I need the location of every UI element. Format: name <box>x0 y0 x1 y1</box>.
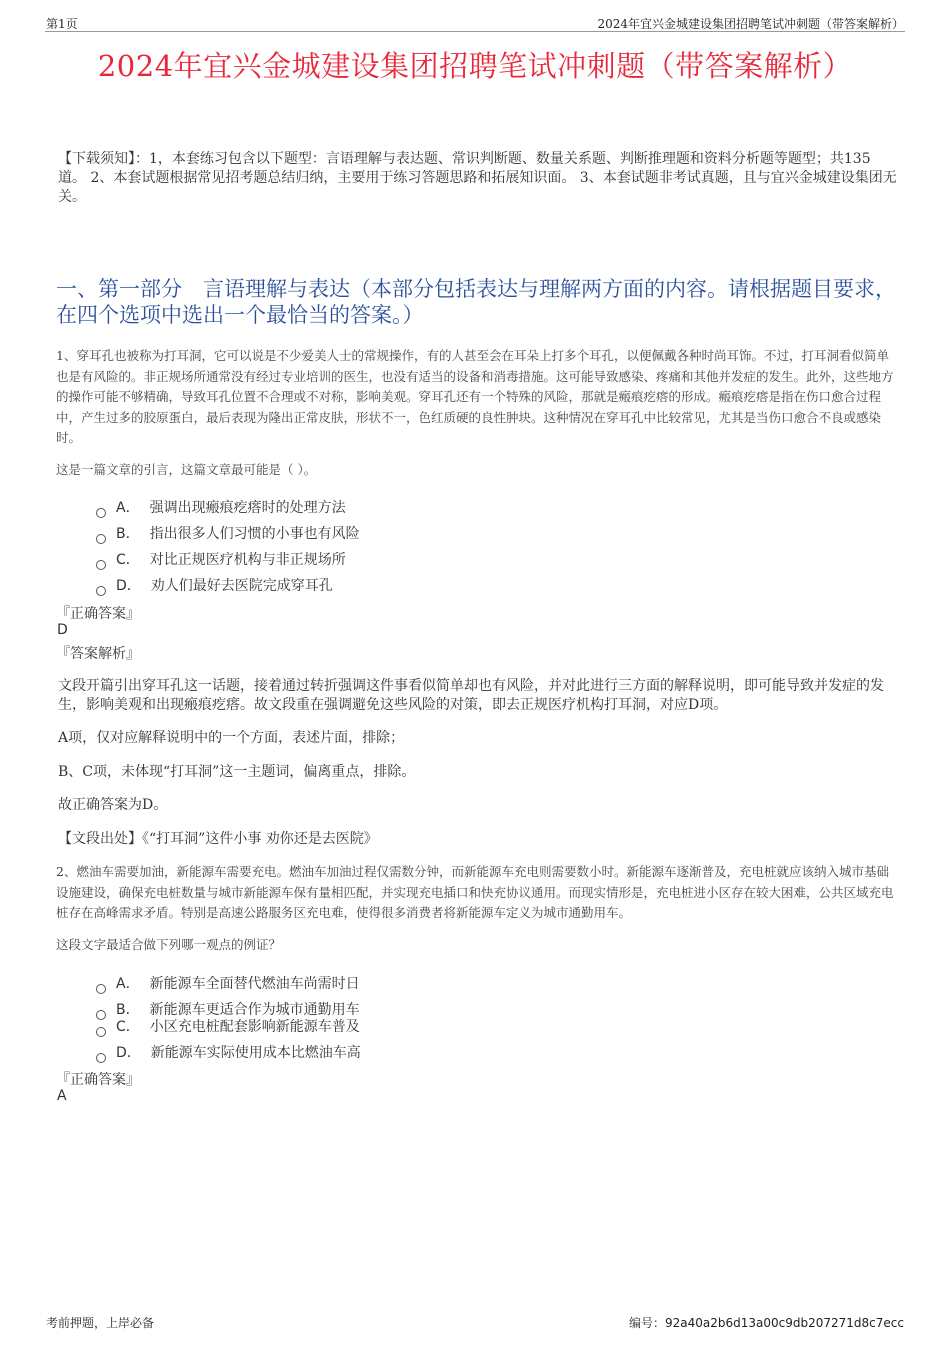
question-1-option-b[interactable]: B． 指出很多人们习惯的小事也有风险 <box>96 523 360 543</box>
footer-slogan: 考前押题，上岸必备 <box>46 1316 155 1330</box>
footer-code-value: 92a40a2b6d13a00c9db207271d8c7ecc <box>665 1316 904 1330</box>
question-2-prompt: 这段文字最适合做下列哪一观点的例证？ <box>56 937 282 952</box>
question-1-option-c[interactable]: C． 对比正规医疗机构与非正规场所 <box>96 549 346 569</box>
radio-icon[interactable] <box>96 1027 106 1037</box>
radio-icon[interactable] <box>96 508 106 518</box>
question-1-analysis-label: 『答案解析』 <box>56 646 140 662</box>
document-title: 2024年宜兴金城建设集团招聘笔试冲刺题（带答案解析） <box>97 49 853 83</box>
question-2-option-c[interactable]: C． 小区充电桩配套影响新能源车普及 <box>96 1016 360 1036</box>
question-2-option-d[interactable]: D． 新能源车实际使用成本比燃油车高 <box>96 1042 361 1062</box>
question-1-analysis-a: A项，仅对应解释说明中的一个方面，表述片面，排除； <box>58 730 405 746</box>
section-heading: 一、第一部分 言语理解与表达（本部分包括表达与理解两方面的内容。请根据题目要求，在四个选项中选出一个最恰当的答案。） <box>56 277 896 327</box>
question-1-source: 【文段出处】《“打耳洞”这件小事 劝你还是去医院》 <box>58 831 378 847</box>
download-notice: 【下载须知】：1，本套练习包含以下题型：言语理解与表达题、常识判断题、数量关系题、判断推理题和资料分析题等题型；共135道。 2、本套试题根据常见招考题总结归纳，主要用于练习答题思路和拓展知识面。 3、本套试题非考试真题，且与宜兴金城建设集团无关。 <box>58 151 897 205</box>
radio-icon[interactable] <box>96 984 106 994</box>
page-number: 第1页 <box>46 17 78 31</box>
radio-icon[interactable] <box>96 534 106 544</box>
radio-icon[interactable] <box>96 1053 106 1063</box>
footer-code-label: 编号： <box>629 1316 666 1330</box>
header-divider <box>45 31 905 32</box>
question-1-analysis-main: 文段开篇引出穿耳孔这一话题，接着通过转折强调这件事看似简单却也有风险，并对此进行三方面的解释说明，即可能导致并发症的发生，影响美观和出现瘢痕疙瘩。故文段重在强调避免这些风险的对策，即去正规医疗机构打耳洞，对应D项。 <box>58 678 884 713</box>
question-2-passage: 2、燃油车需要加油，新能源车需要充电。燃油车加油过程仅需数分钟，而新能源车充电则需要数小时。新能源车逐渐普及，充电桩就应该纳入城市基础设施建设，确保充电桩数量与城市新能源车保有量相匹配，并实现充电插口和快充协议通用。而现实情形是，充电桩进小区存在较大困难，公共区域充电桩存在高峰需求矛盾。特别是高速公路服务区充电难，使得很多消费者将新能源车定义为城市通勤用车。 <box>56 864 894 920</box>
radio-icon[interactable] <box>96 560 106 570</box>
question-1-option-d[interactable]: D． 劝人们最好去医院完成穿耳孔 <box>96 575 333 595</box>
question-2-option-a[interactable]: A． 新能源车全面替代燃油车尚需时日 <box>96 973 360 993</box>
question-1-analysis-bc: B、C项，未体现“打耳洞”这一主题词，偏离重点，排除。 <box>58 764 416 780</box>
running-header-title: 2024年宜兴金城建设集团招聘笔试冲刺题（带答案解析） <box>597 17 904 31</box>
question-1-analysis-conclusion: 故正确答案为D。 <box>58 797 168 813</box>
footer-code <box>629 1314 904 1331</box>
radio-icon[interactable] <box>96 586 106 596</box>
question-2-option-b[interactable]: B． 新能源车更适合作为城市通勤用车 <box>96 999 360 1019</box>
question-1-prompt: 这是一篇文章的引言，这篇文章最可能是（ ）。 <box>56 462 317 477</box>
question-2-answer-label: 『正确答案』 <box>56 1072 140 1088</box>
question-2-answer: A <box>57 1088 67 1104</box>
question-1-passage: 1、穿耳孔也被称为打耳洞，它可以说是不少爱美人士的常规操作，有的人甚至会在耳朵上打多个耳孔，以便佩戴各种时尚耳饰。不过，打耳洞看似简单也是有风险的。非正规场所通常没有经过专业培训的医生，也没有适当的设备和消毒措施。这可能导致感染、疼痛和其他并发症的发生。此外，这些地方的操作可能不够精确，导致耳孔位置不合理或不对称，影响美观。穿耳孔还有一个特殊的风险，那就是瘢痕疙瘩的形成。瘢痕疙瘩是指在伤口愈合过程中，产生过多的胶原蛋白，最后表现为隆出正常皮肤，形状不一，色红质硬的良性肿块。这种情况在穿耳孔中比较常见，尤其是当伤口愈合不良或感染时。 <box>56 348 894 445</box>
question-1-option-a[interactable]: A． 强调出现瘢痕疙瘩时的处理方法 <box>96 497 346 517</box>
question-1-answer-label: 『正确答案』 <box>56 606 140 622</box>
question-1-answer: D <box>57 622 68 638</box>
